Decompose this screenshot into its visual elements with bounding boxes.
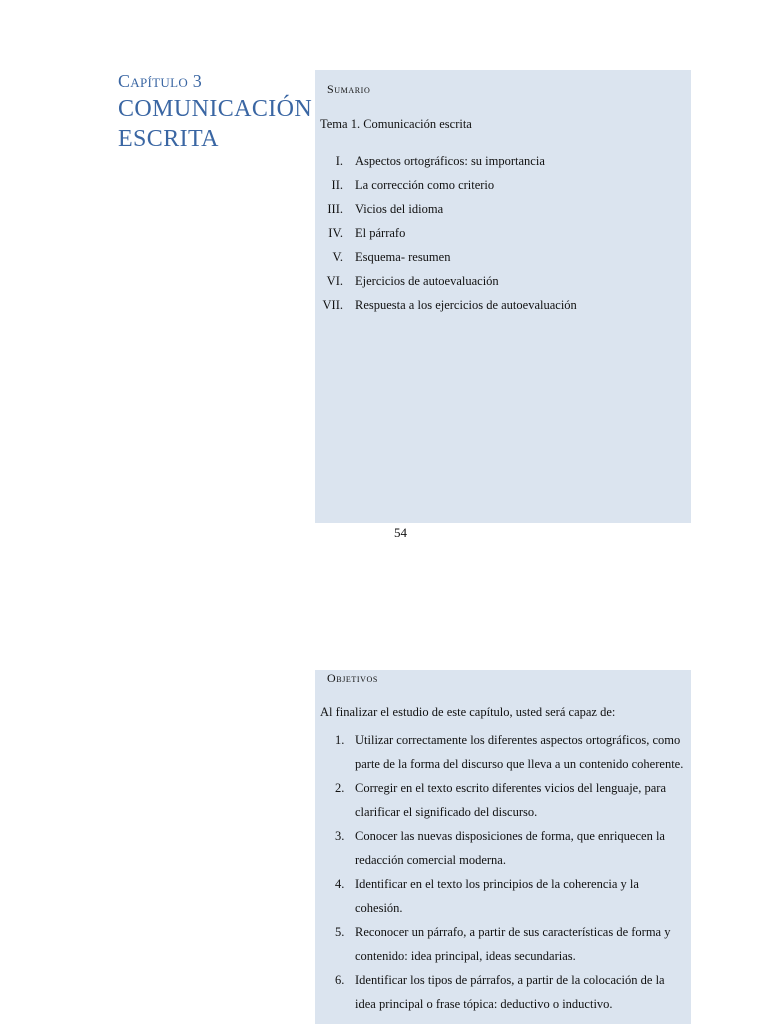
objective-item (315, 920, 691, 968)
objective-number: 4. (335, 877, 345, 891)
summary-item-number: VI. (326, 274, 343, 288)
summary-item (315, 246, 691, 270)
summary-box (315, 70, 691, 523)
objective-number: 5. (335, 925, 345, 939)
summary-topic: Tema 1. Comunicación escrita (320, 117, 472, 131)
summary-item-number: VII. (322, 298, 343, 312)
summary-item-text: La corrección como criterio (355, 178, 495, 192)
chapter-label: Capítulo 3 (118, 71, 203, 91)
page-number: 54 (394, 525, 407, 540)
summary-heading: Sumario (327, 82, 371, 96)
chapter-title (118, 94, 318, 154)
chapter-title-line1: COMUNICACIÓN (118, 96, 313, 122)
summary-item-text: Aspectos ortográficos: su importancia (355, 154, 545, 168)
objective-text: Conocer las nuevas disposiciones de forma, que enriquecen la redacción comercial moderna. (355, 829, 665, 867)
objective-item (315, 728, 691, 776)
objective-text: Reconocer un párrafo, a partir de sus características de forma y contenido: idea principal, ideas secundarias. (355, 925, 671, 963)
objective-text: Identificar los tipos de párrafos, a partir de la colocación de la idea principal o frase tópica: deductivo o inductivo. (355, 973, 665, 1011)
objectives-list (315, 728, 691, 1016)
chapter-title-line2: ESCRITA (118, 126, 219, 152)
summary-item (315, 222, 691, 246)
objectives-box (315, 670, 691, 1024)
summary-item (315, 294, 691, 318)
summary-list (315, 150, 691, 318)
objective-item (315, 968, 691, 1016)
summary-item-text: Vicios del idioma (355, 202, 444, 216)
objective-item (315, 872, 691, 920)
summary-item (315, 198, 691, 222)
objective-number: 6. (335, 973, 345, 987)
objective-text: Identificar en el texto los principios de la coherencia y la cohesión. (355, 877, 639, 915)
summary-item-text: El párrafo (355, 226, 406, 240)
objectives-intro: Al finalizar el estudio de este capítulo, usted será capaz de: (320, 705, 616, 719)
objective-number: 3. (335, 829, 345, 843)
objective-number: 1. (335, 733, 345, 747)
summary-item-number: II. (331, 178, 343, 192)
summary-item-number: III. (327, 202, 343, 216)
summary-item-number: IV. (328, 226, 343, 240)
objective-text: Utilizar correctamente los diferentes aspectos ortográficos, como parte de la forma del discurso que lleva a un contenido coherente. (355, 733, 684, 771)
objective-number: 2. (335, 781, 345, 795)
summary-item-text: Respuesta a los ejercicios de autoevaluación (355, 298, 577, 312)
summary-item-number: V. (332, 250, 343, 264)
objective-item (315, 776, 691, 824)
summary-item (315, 174, 691, 198)
summary-item (315, 270, 691, 294)
objectives-heading: Objetivos (327, 671, 378, 685)
objective-item (315, 824, 691, 872)
objective-text: Corregir en el texto escrito diferentes vicios del lenguaje, para clarificar el significado del discurso. (355, 781, 666, 819)
summary-item (315, 150, 691, 174)
summary-item-text: Ejercicios de autoevaluación (355, 274, 499, 288)
summary-item-number: I. (335, 154, 343, 168)
summary-item-text: Esquema- resumen (355, 250, 451, 264)
